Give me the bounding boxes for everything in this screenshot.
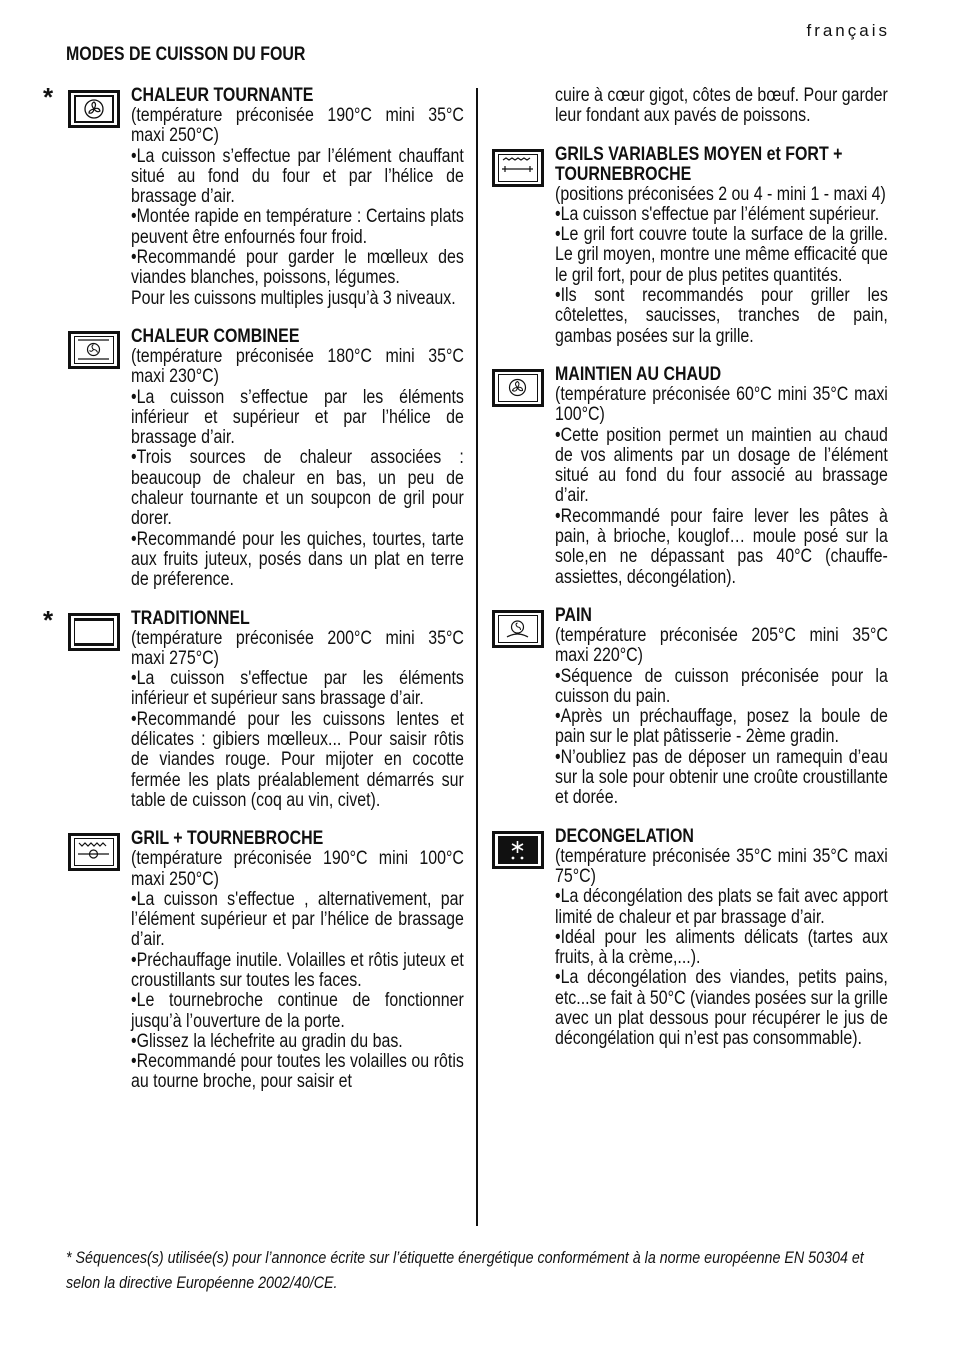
fan-combined-icon	[68, 331, 120, 369]
left-column	[43, 82, 464, 1111]
paragraph: •Ils sont recommandés pour griller les côtelettes, saucisses, tranches de pain, gambas posées sur la grille.	[555, 285, 888, 347]
paragraph: •La cuisson s’effectue par l’élément chauffant situé au fond du four et par l’hélice de brassage d’air.	[131, 145, 464, 208]
paragraph: •Recommandé pour les quiches, tourtes, tarte aux fruits juteux, posés dans un plat en terre de préference.	[131, 528, 464, 591]
section-gril-tournebroche	[131, 829, 464, 1093]
paragraph: •Trois sources de chaleur associées : beaucoup de chaleur en bas, un peu de chaleur tournante et un soupcon de gril pour dorer.	[131, 447, 464, 530]
section-title: PAIN	[555, 604, 592, 626]
paragraph: •Recommandé pour toutes les volailles ou rôtis au tourne broche, pour saisir et	[131, 1051, 464, 1093]
paragraph: (température préconisée 35°C mini 35°C maxi 75°C)	[555, 845, 888, 887]
paragraph: •Séquence de cuisson préconisée pour la cuisson du pain.	[555, 665, 888, 707]
paragraph: •Le tournebroche continue de fonctionner jusqu’à l’ouverture de la porte.	[131, 990, 464, 1032]
section-title: TRADITIONNEL	[131, 607, 250, 629]
paragraph: (positions préconisées 2 ou 4 - mini 1 - maxi 4)	[555, 183, 886, 205]
paragraph: •Montée rapide en température : Certains plats peuvent être enfournés four froid.	[131, 206, 464, 248]
section-traditionnel	[43, 604, 464, 812]
paragraph: •Recommandé pour garder le mœlleux des viandes blanches, poissons, légumes.	[131, 247, 464, 289]
section-title: GRIL + TOURNEBROCHE	[131, 828, 324, 850]
section-pain	[555, 606, 888, 809]
paragraph: •Le gril fort couvre toute la surface de la grille. Le gril moyen, montre une même efficacité que le gril fort, pour de plus petites quantités.	[555, 224, 888, 286]
paragraph: (température préconisée 60°C mini 35°C maxi 100°C)	[555, 383, 888, 426]
paragraph: cuire à cœur gigot, côtes de bœuf. Pour garder leur fondant aux pavés de poissons.	[555, 85, 888, 127]
paragraph: •Après un préchauffage, posez la boule de pain sur le plat pâtisserie - 2ème gradin.	[555, 706, 888, 748]
section-chaleur-tournante	[43, 82, 464, 309]
section-title: CHALEUR COMBINEE	[131, 325, 300, 347]
language-label: français	[806, 21, 890, 40]
paragraph: Pour les cuissons multiples jusqu’à 3 niveaux.	[131, 287, 456, 309]
right-column	[555, 86, 888, 1068]
column-divider	[476, 88, 478, 1226]
paragraph: •N’oubliez pas de déposer un ramequin d’eau sur la sole pour obtenir une croûte croustillante et dorée.	[555, 746, 888, 809]
paragraph: •Idéal pour les aliments délicats (tartes aux fruits, à la crème,...).	[555, 926, 888, 969]
section-chaleur-combinee	[131, 327, 464, 591]
section-title: CHALEUR TOURNANTE	[131, 85, 314, 106]
fan-icon	[68, 90, 120, 128]
section-title: GRILS VARIABLES MOYEN et FORT + TOURNEBROCHE	[555, 143, 843, 185]
traditional-heat-icon	[68, 613, 120, 651]
section-maintien-au-chaud	[555, 365, 888, 588]
paragraph: •La cuisson s'effectue , alternativement, par l’élément supérieur et par l’hélice de brassage d’air.	[131, 888, 464, 951]
paragraph: •La cuisson s’effectue par les éléments inférieur et supérieur et par l’hélice de brassage d’air.	[131, 386, 464, 449]
footnote-text: * Séquences(s) utilisée(s) pour l’annonce écrite sur l’étiquette énergétique conformément à la norme européenne EN 50304 et selon la directive Européenne 2002/40/CE.	[66, 1248, 864, 1292]
section-grils-variables	[555, 145, 888, 347]
paragraph: •Préchauffage inutile. Volailles et rôtis juteux et croustillants sur toutes les faces.	[131, 949, 464, 991]
defrost-icon	[492, 831, 544, 869]
paragraph: •Cette position permet un maintien au chaud de vos aliments par un dosage de l’élément situé au fond du four associé au brassage d’air.	[555, 424, 888, 507]
paragraph: (température préconisée 200°C mini 35°C maxi 275°C)	[131, 627, 464, 669]
paragraph: •Glissez la léchefrite au gradin du bas.	[131, 1030, 403, 1052]
keep-warm-icon	[492, 369, 544, 407]
page-title: MODES DE CUISSON DU FOUR	[66, 44, 306, 65]
paragraph: (température préconisée 190°C mini 35°C maxi 250°C)	[131, 105, 464, 147]
paragraph: •La cuisson s'effectue par les éléments inférieur et supérieur sans brassage d’air.	[131, 668, 464, 710]
section-title: DECONGELATION	[555, 825, 694, 847]
paragraph: •Recommandé pour les cuissons lentes et délicates : gibiers mœlleux... Pour saisir rôtis de viandes rouge. Pour mijoter en cocotte fermée les plats préalablement démarrés sur table de cuisson (coq au vin, civet).	[131, 708, 464, 811]
paragraph: (température préconisée 205°C mini 35°C maxi 220°C)	[555, 624, 888, 667]
paragraph: •La cuisson s'effectue par l’élément supérieur.	[555, 203, 880, 225]
paragraph: •La décongélation des plats se fait avec apport limité de chaleur et par brassage d’air.	[555, 886, 888, 928]
paragraph: •La décongélation des viandes, petits pains, etc...se fait à 50°C (viandes posées sur la grille avec un plat dessous pour récupérer le jus de décongélation qui n’est pas consommable).	[555, 967, 888, 1050]
section-decongelation	[555, 827, 888, 1050]
paragraph: (température préconisée 190°C mini 100°C maxi 250°C)	[131, 848, 464, 890]
paragraph: •Recommandé pour faire lever les pâtes à pain, à brioche, kouglof… moule posé sur la sole,en ne dépassant pas 40°C (chauffe-assiettes, décongélation).	[555, 505, 888, 588]
bread-icon	[492, 610, 544, 648]
continued-text	[555, 86, 888, 127]
footnote	[66, 1246, 886, 1295]
section-title: MAINTIEN AU CHAUD	[555, 363, 722, 385]
energy-label-star: *	[43, 604, 54, 635]
variable-grill-icon	[492, 149, 544, 187]
paragraph: (température préconisée 180°C mini 35°C maxi 230°C)	[131, 345, 464, 388]
grill-rotisserie-icon	[68, 833, 120, 871]
energy-label-star: *	[43, 82, 54, 112]
